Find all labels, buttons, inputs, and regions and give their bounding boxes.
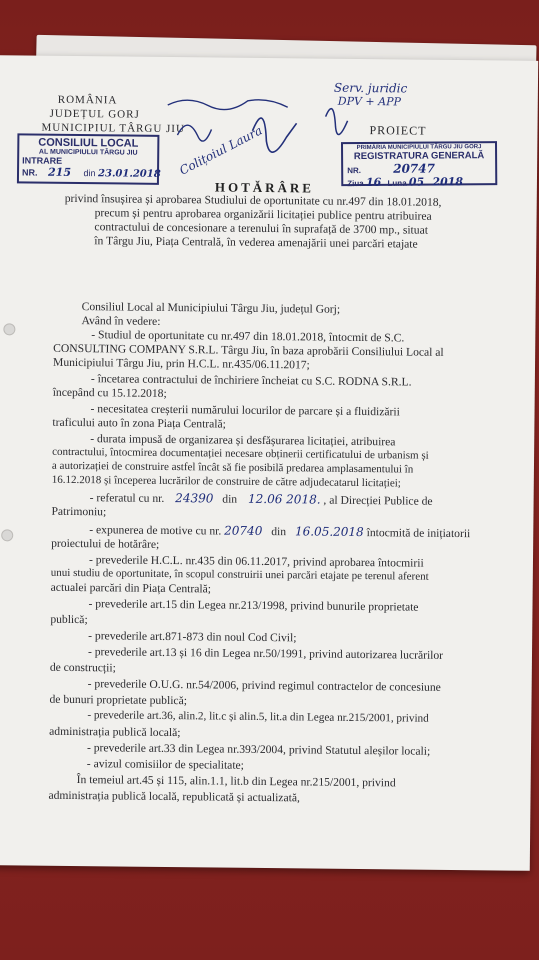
referat-din: din — [222, 492, 238, 506]
referat-prefix: - referatul cu nr. — [89, 491, 165, 505]
referat-suffix: , al Direcției Publice de — [323, 493, 433, 508]
body-line: de construcții; — [49, 660, 116, 675]
signature-handwritten: Colițoiul Laura — [177, 123, 265, 178]
body-line: - prevederile art.15 din Legea nr.213/1998, privind bunurile proprietate — [88, 597, 419, 614]
registry-stamp-date-row — [347, 175, 495, 189]
registry-stamp-day-label: Ziua — [347, 178, 364, 189]
body-line: 16.12.2018 și începerea lucrărilor de construire de către adjudecatarul licitației; — [51, 473, 401, 490]
body-line: - Studiul de oportunitate cu nr.497 din 18.01.2018, întocmit de S.C. — [91, 328, 405, 345]
expunere-number: 20740 — [224, 523, 263, 538]
header-country: ROMÂNIA — [57, 93, 118, 107]
body-line: contractului, întocmirea documentației necesare obținerii certificatului de urbanism și — [52, 445, 429, 462]
body-patrimoniu: Patrimoniu; — [51, 504, 107, 519]
signatures-scribbles — [147, 85, 358, 187]
body-line: CONSULTING COMPANY S.R.L. Târgu Jiu, în baza aprobării Consiliului Local al — [53, 341, 444, 359]
body-line: administrația publică locală; — [49, 724, 181, 740]
entry-stamp-nr-value: 215 — [47, 165, 72, 179]
body-intro: Consiliul Local al Municipiului Târgu Jiu, județul Gorj; — [81, 300, 341, 316]
registry-stamp-nr-row — [347, 161, 495, 176]
subject-line-1: privind însușirea și aprobarea Studiului de oportunitate cu nr.497 din 18.01.2018, — [64, 191, 442, 209]
expunere-date: 16.05.2018 — [294, 524, 364, 540]
punch-hole — [3, 323, 15, 335]
handwritten-note-dpv: DPV + APP — [337, 94, 401, 109]
entry-stamp-line3: INTRARE — [22, 155, 63, 166]
registry-stamp-year: 2018 — [432, 175, 464, 189]
entry-stamp-line2: AL MUNICIPIULUI TÂRGU JIU — [38, 148, 138, 157]
body-line: actualei parcări din Piața Centrală; — [50, 580, 212, 596]
entry-stamp-number-row — [21, 165, 161, 180]
entry-stamp-date-value: 23.01.2018 — [97, 168, 161, 180]
body-proiect: proiectului de hotărâre; — [51, 536, 160, 551]
entry-stamp-nr-label: NR. — [21, 167, 38, 178]
handwritten-note-juridic: Serv. juridic — [333, 80, 408, 96]
body-line: - prevederile art.871-873 din noul Cod Civil; — [88, 629, 297, 645]
body-line: de bunuri proprietate publică; — [49, 692, 188, 708]
body-line: - necesitatea creșterii numărului locurilor de parcare și a fluidizării — [90, 402, 400, 419]
body-line: - prevederile art.13 și 16 din Legea nr.50/1991, privind autorizarea lucrărilor — [87, 645, 444, 662]
registry-stamp-line2: REGISTRATURA GENERALĂ — [353, 150, 485, 163]
header-municipality: MUNICIPIUL TÂRGU JIU — [41, 121, 186, 136]
punch-hole — [1, 529, 13, 541]
expunere-din: din — [271, 525, 287, 539]
body-line: Municipiului Târgu Jiu, prin H.C.L. nr.435/06.11.2017; — [52, 355, 310, 372]
body-line: unui studiu de oportunitate, în scopul construirii unei parcări etajate pe terenul aferent — [50, 566, 429, 583]
subject-line-2: precum și pentru aprobarea organizării licitației publice pentru atribuirea — [94, 206, 432, 223]
registry-stamp-month: 05 — [408, 175, 425, 189]
header-county: JUDEȚUL GORJ — [49, 107, 140, 121]
body-line: - avizul comisiilor de specialitate; — [86, 757, 245, 772]
document-title: HOTĂRÂRE — [214, 179, 315, 196]
registry-stamp-nr-label: NR. — [347, 166, 362, 176]
body-line: administrația publică locală, republicată și actualizată, — [48, 788, 300, 805]
entry-stamp — [17, 133, 160, 184]
referat-number: 24390 — [175, 491, 214, 506]
body-line: publică; — [50, 612, 88, 627]
subject-line-3: contractului de concesionare a terenului în suprafață de 3700 mp., situat — [94, 220, 429, 237]
registry-stamp-day: 16 — [365, 175, 382, 189]
body-line: - durata impusă de organizarea și desfășurarea licitației, atribuirea — [90, 432, 396, 449]
body-line: - prevederile H.C.L. nr.435 din 06.11.2017, privind aprobarea întocmirii — [88, 553, 424, 570]
body-line: a autorizației de construire astfel încât să fie posibilă predarea amplasamentului în — [51, 459, 414, 476]
body-line: începând cu 15.12.2018; — [52, 385, 167, 400]
body-line: traficului auto în zona Piața Centrală; — [52, 415, 227, 431]
expunere-suffix: întocmită de inițiatorii — [366, 526, 471, 541]
entry-stamp-date-label: din — [83, 168, 96, 179]
registry-stamp-line1: PRIMĂRIA MUNICIPIULUI TÂRGU JIU GORJ — [356, 144, 482, 152]
expunere-prefix: - expunerea de motive cu nr. — [89, 523, 222, 538]
entry-stamp-line1: CONSILIUL LOCAL — [38, 136, 139, 150]
body-line: În temeiul art.45 și 115, alin.1.1, lit.b din Legea nr.215/2001, privind — [76, 773, 396, 790]
body-line: - prevederile O.U.G. nr.54/2006, privind regimul contractelor de concesiune — [87, 677, 441, 694]
body-referat-row — [90, 490, 433, 508]
registry-stamp-nr-value: 20747 — [393, 161, 435, 176]
registry-stamp — [341, 141, 497, 189]
project-label: PROIECT — [369, 123, 427, 138]
body-line: - prevederile art.33 din Legea nr.393/2004, privind Statutul aleșilor locali; — [86, 741, 431, 758]
document-page — [0, 55, 538, 871]
referat-date: 12.06 2018. — [247, 491, 321, 507]
registry-stamp-month-label: Luna — [387, 178, 407, 188]
body-line: - prevederile art.36, alin.2, lit.c și alin.5, lit.a din Legea nr.215/2001, privind — [87, 709, 429, 725]
body-line: - încetarea contractului de închiriere încheiat cu S.C. RODNA S.R.L. — [90, 372, 412, 389]
body-avand: Având în vedere: — [81, 314, 161, 328]
subject-line-4: în Târgu Jiu, Piața Centrală, în vederea amenajării unei parcări etajate — [94, 234, 418, 251]
